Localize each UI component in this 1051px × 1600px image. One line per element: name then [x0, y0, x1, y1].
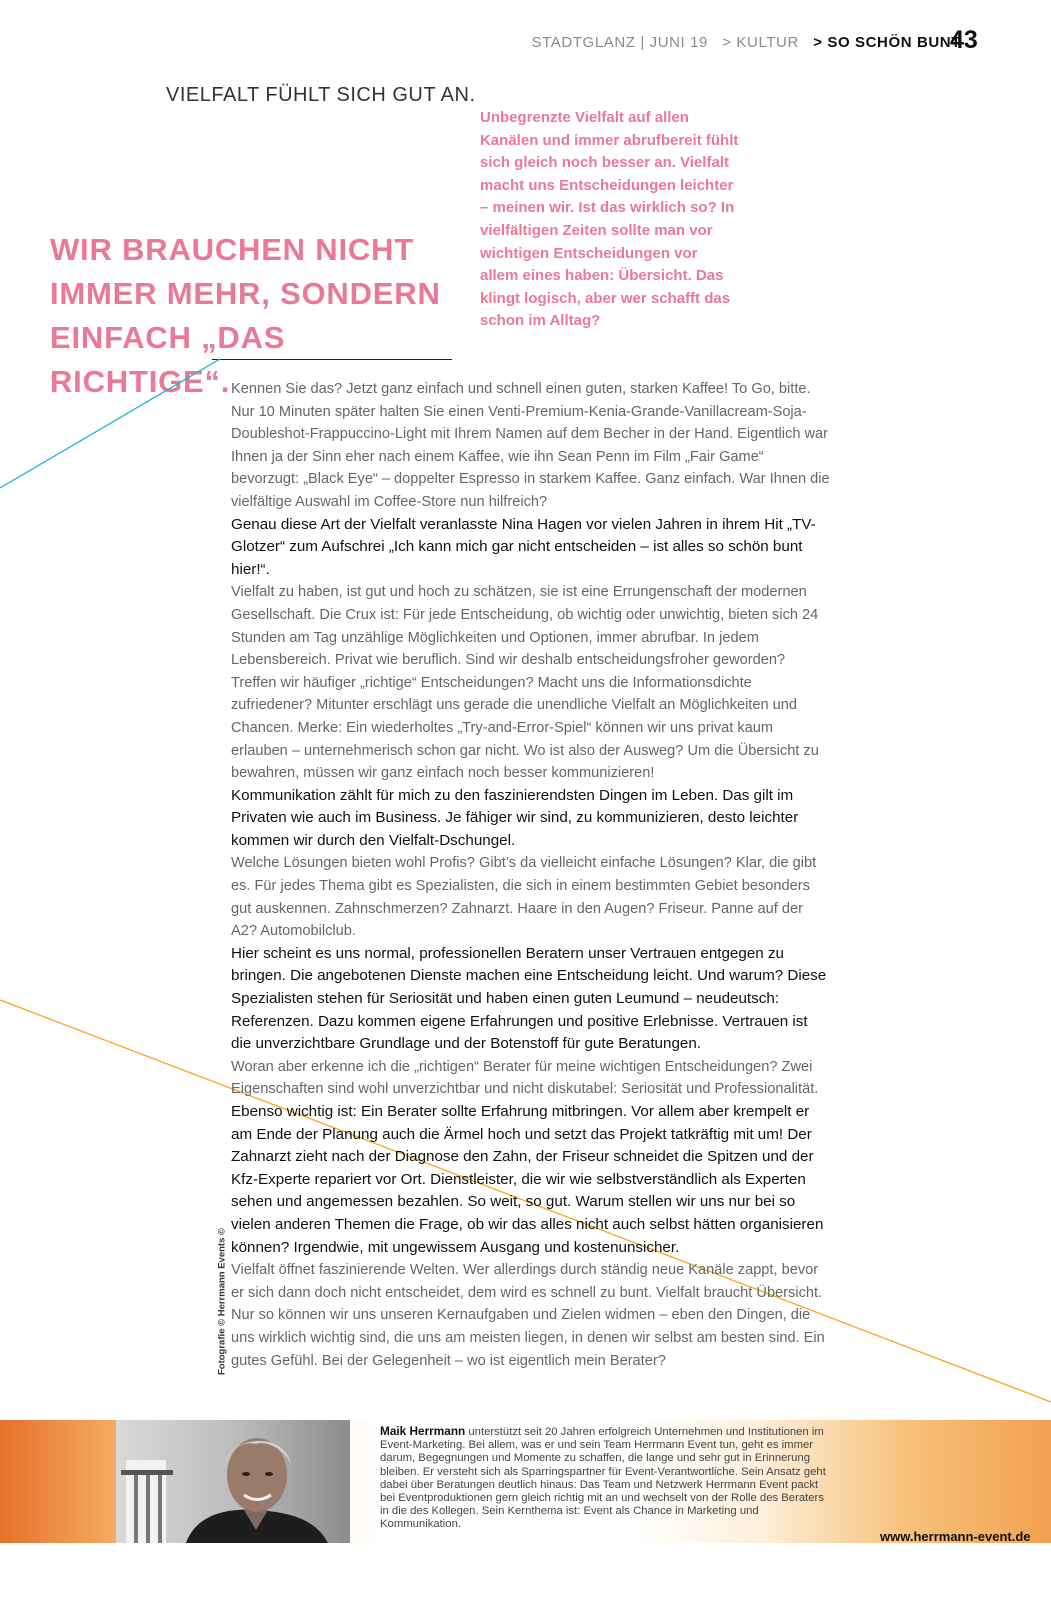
header-section: > KULTUR — [722, 34, 799, 51]
tagline: VIELFALT FÜHLT SICH GUT AN. — [166, 84, 476, 106]
body-paragraph: Woran aber erkenne ich die „richtigen“ Berater für meine wichtigen Entscheidungen? Zwei Eigenschaften sind wohl unverzichtbar und nicht diskutabel: Seriosität und Professionalität. — [231, 1058, 819, 1098]
body-paragraph: Vielfalt zu haben, ist gut und hoch zu schätzen, sie ist eine Errungenschaft der modernen Gesellschaft. Die Crux ist: Für jede Entscheidung, ob wichtig oder unwichtig, bieten sich 24 Stunden am Tag unzählige Möglichkeiten und Optionen, immer abrufbar. In jedem Lebensbereich. Privat wie beruflich. Sind wir deshalb entscheidungsfroher geworden? Treffen wir häufiger „richtige“ Entscheidungen? Macht uns die Informationsdichte zufriedener? Mitunter erschlägt uns gerade die unendliche Vielfalt an Möglichkeiten und Chancen. Merke: Ein wiederholtes „Try-and-Error-Spiel“ können wir uns privat kaum erlauben – unternehmerisch schon gar nicht. Wo ist also der Ausweg? Um die Übersicht zu bewahren, müssen wir ganz einfach noch besser kommunizieren! — [231, 584, 819, 782]
article-body — [231, 378, 831, 1372]
body-paragraph-bold: Genau diese Art der Vielfalt veranlasste Nina Hagen vor vielen Jahren in ihrem Hit „TV-Glotzer“ zum Aufschrei „Ich kann mich gar nicht entscheiden – ist alles so schön bunt hier!“. — [231, 515, 816, 578]
page-number: 43 — [950, 26, 978, 54]
header-publication: STADTGLANZ | JUNI 19 — [531, 34, 708, 51]
body-paragraph-bold: Kommunikation zählt für mich zu den faszinierendsten Dingen im Leben. Das gilt im Privaten wie auch im Business. Je fähiger wir sind, zu kommunizieren, desto leichter kommen wir durch den Vielfalt-Dschungel. — [231, 786, 799, 849]
author-bio-text: unterstützt seit 20 Jahren erfolgreich Unternehmen und Institutionen im Event-Marketing. Bei allem, was er und sein Team Herrmann Event tun, geht es immer darum, Begegnungen und Momente zu schaffen, die lange und sehr gut in Erinnerung bleiben. Er versteht sich als Sparringspartner für Event-Verantwortliche. Sein Ansatz geht dabei über Beratungen deutlich hinaus: Das Team und Netzwerk Herrmann Event packt bei Eventproduktionen gern gleich richtig mit an und wechselt von der Rolle des Beraters in die des Kollegen. Sein Kernthema ist: Event als Chance in Marketing und Kommunikation. — [380, 1426, 826, 1531]
cyan-diagonal-line — [0, 359, 220, 488]
photo-credit — [212, 1226, 230, 1386]
headline: WIR BRAUCHEN NICHT IMMER MEHR, SONDERN EINFACH „DAS RICHTIGE“. — [50, 232, 441, 399]
photo-credit-text: Fotografie © Herrmann Events © — [216, 1227, 228, 1376]
author-portrait — [116, 1420, 350, 1543]
author-portrait-image — [116, 1420, 350, 1543]
author-bio — [380, 1425, 830, 1532]
body-paragraph: Welche Lösungen bieten wohl Profis? Gibt’s da vielleicht einfache Lösungen? Klar, die gibt es. Für jedes Thema gibt es Spezialisten, die sich in einem bestimmten Gebiet besonders gut auskennen. Zahnschmerzen? Zahnarzt. Haare in den Augen? Friseur. Panne auf der A2? Automobilclub. — [231, 855, 817, 940]
body-paragraph-bold: Ebenso wichtig ist: Ein Berater sollte Erfahrung mitbringen. Vor allem aber krempelt er am Ende der Planung auch die Ärmel hoch und setzt das Projekt tatkräftig mit um! Der Zahnarzt zieht nach der Diagnose den Zahn, der Friseur schneidet die Spitzen und der Kfz-Experte repariert vor Ort. Dienstleister, die wir wie selbstverständlich als Experten sehen und angemessen bezahlen. So weit, so gut. Warum stellen wir uns nur bei so vielen anderen Themen die Frage, ob wir das alles nicht auch selbst hätten organisieren können? Irgendwie, mit ungewissem Ausgang und kostenunsicher. — [231, 1103, 824, 1256]
body-paragraph: Vielfalt öffnet faszinierende Welten. Wer allerdings durch ständig neue Kanäle zappt, bevor er sich dann doch nicht entscheidet, dem wird es schnell zu bunt. Vielfalt braucht Übersicht. Nur so können wir uns unseren Kernaufgaben und Zielen widmen – eben den Dingen, die uns wirklich wichtig sind, die uns am meisten liegen, in denen wir selbst am besten sind. Ein gutes Gefühl. Bei der Gelegenheit – wo ist eigentlich mein Berater? — [231, 1262, 825, 1369]
teaser: Unbegrenzte Vielfalt auf allen Kanälen und immer abrufbereit fühlt sich gleich noch besser an. Vielfalt macht uns Entscheidungen leichter – meinen wir. Ist das wirklich so? In vielfältigen Zeiten sollte man vor wichtigen Entscheidungen vor allem eines haben: Übersicht. Das klingt logisch, aber wer schafft das schon im Alltag? — [480, 109, 739, 330]
author-website-link[interactable]: www.herrmann-event.de — [880, 1529, 1031, 1544]
author-name: Maik Herrmann — [380, 1424, 466, 1438]
header-current: > SO SCHÖN BUNT — [813, 34, 961, 51]
body-paragraph: Kennen Sie das? Jetzt ganz einfach und schnell einen guten, starken Kaffee! To Go, bitte. Nur 10 Minuten später halten Sie einen Venti-Premium-Kenia-Grande-Vanillacream-Soja-Doubleshot-Frappuccino-Light mit Ihrem Namen auf dem Becher in der Hand. Eigentlich war Ihnen ja der Sinn eher nach einem Kaffee, wie ihn Sean Penn im Film „Fair Game“ bevorzugt: „Black Eye“ – doppelter Espresso in starkem Kaffee. Ganz einfach. War Ihnen die vielfältige Auswahl im Coffee-Store nun hilfreich? — [231, 381, 830, 510]
body-paragraph-bold: Hier scheint es uns normal, professionellen Beratern unser Vertrauen entgegen zu bringen. Die angebotenen Dienste machen eine Entscheidung leicht. Und warum? Diese Spezialisten stehen für Seriosität und haben einen guten Leumund – neudeutsch: Referenzen. Dazu kommen eigene Erfahrungen und positive Erlebnisse. Vertrauen ist die unverzichtbare Grundlage und der Botenstoff für gute Beratungen. — [231, 944, 827, 1053]
